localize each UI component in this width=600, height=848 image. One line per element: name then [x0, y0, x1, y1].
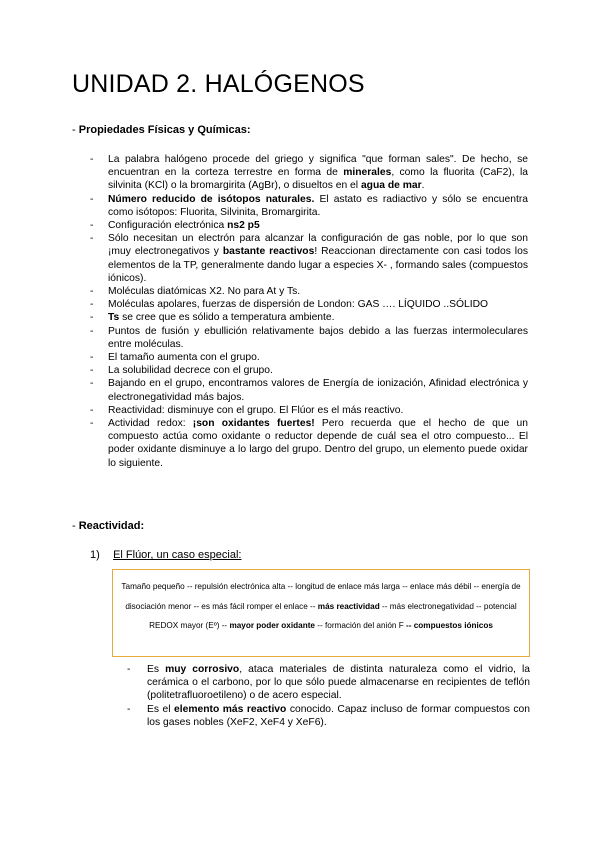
bold-text: ns2 p5 — [227, 220, 260, 232]
bold-text: ¡son oxidantes fuertes! — [192, 418, 315, 430]
text-run: Pero recuerda que el hecho de que un compuesto actúa como oxidante o reductor depende de cuál sea el otro compuesto... El poder oxidante disminuye a lo largo del grupo. Dentro del grupo, un elemento puede oxidar lo siguiente. — [108, 418, 528, 469]
page-title: UNIDAD 2. HALÓGENOS — [72, 70, 365, 98]
list-item — [90, 153, 528, 193]
list-item — [90, 377, 528, 403]
fluor-callout-box — [112, 569, 530, 657]
list-item — [90, 298, 528, 311]
text-run: Es el — [147, 703, 175, 715]
text-run: -- formación del anión F — [314, 621, 406, 630]
bullet-dash: - — [90, 154, 94, 165]
text-run: Reactividad: disminuye con el grupo. El Flúor es el más reactivo. — [108, 404, 404, 416]
text-run: conocido. Capaz incluso de formar compuestos con los gases nobles (XeF2, XeF4 y XeF6). — [147, 703, 530, 728]
bold-text: agua de mar — [360, 180, 422, 192]
bold-text: más reactividad — [317, 601, 380, 611]
bold-text: -- compuestos iónicos — [406, 621, 493, 630]
bullet-dash: - — [90, 286, 94, 298]
bullet-dash: - — [90, 365, 94, 377]
bold-text: Número reducido de isótopos naturales. — [108, 193, 315, 205]
list-item — [90, 232, 528, 285]
bold-text: muy corrosivo — [165, 664, 240, 675]
list-item — [90, 351, 528, 364]
bullet-dash: - — [90, 378, 94, 390]
text-run: -- más electronegatividad -- potencial REDOX mayor (Eº) -- — [149, 601, 517, 630]
list-item — [90, 325, 528, 351]
bullet-dash: - — [90, 193, 94, 205]
text-run: Actividad redox: — [108, 418, 193, 430]
bullet-dash: - — [90, 404, 94, 416]
bullet-dash: - — [90, 299, 94, 311]
list-item — [90, 404, 528, 417]
bullet-dash: - — [90, 352, 94, 364]
bullet-dash: - — [90, 418, 94, 430]
section-label: Propiedades Físicas y Químicas: — [78, 124, 251, 136]
list-item — [90, 193, 528, 219]
list-item — [90, 311, 528, 324]
text-run: , ataca materiales de distinta naturaleza como el vidrio, la cerámica o el carbono, por lo que sólo puede almacenarse en recipientes de teflón (politetrafluoroetileno) o de acero especial. — [147, 664, 530, 702]
section-heading-reactivity — [72, 520, 144, 532]
text-run: ! Reaccionan directamente con casi todos los elementos de la TP, generalmente dando lugar a especies X- , formando sales (compuestos iónicos). — [108, 246, 528, 284]
text-run: Puntos de fusión y ebullición relativamente bajos debido a las fuerzas intermoleculares entre moléculas. — [108, 325, 528, 350]
bold-text: minerales — [343, 167, 392, 179]
text-run: . — [421, 180, 425, 192]
text-run: Moléculas apolares, fuerzas de dispersión de London: GAS …. LÍQUIDO ..SÓLIDO — [108, 299, 489, 311]
bullet-dash: - — [127, 664, 131, 675]
section-heading-properties — [72, 124, 251, 136]
text-run: El astato es radiactivo y sólo se encuentra como isótopos: Fluorita, Silvinita, Bromargirita. — [108, 193, 528, 218]
text-run: se cree que es sólido a temperatura ambiente. — [119, 312, 335, 324]
list-item — [127, 663, 530, 703]
section-dash: - — [72, 124, 76, 136]
list-item — [90, 364, 528, 377]
list-item — [90, 285, 528, 298]
section-dash: - — [72, 520, 76, 532]
section-label: Reactividad: — [78, 520, 145, 532]
text-run: Bajando en el grupo, encontramos valores de Energía de ionización, Afinidad electrónica y electronegatividad más bajos. — [108, 378, 528, 403]
subsection-fluor — [90, 549, 241, 561]
text-run: Configuración electrónica — [108, 220, 228, 232]
text-run: La solubilidad decrece con el grupo. — [108, 365, 273, 377]
list-item — [90, 417, 528, 470]
subsection-number: 1) — [90, 549, 100, 561]
list-item — [90, 219, 528, 232]
bold-text: Ts — [108, 312, 120, 324]
text-run: Moléculas diatómicas X2. No para At y Ts. — [108, 286, 301, 298]
text-run: Sólo necesitan un electrón para alcanzar la configuración de gas noble, por lo que son ¡muy electronegativos y — [108, 233, 528, 258]
text-run: , como la fluorita (CaF2), la silvinita (KCl) o la bromargirita (AgBr), o disueltos en el — [108, 167, 528, 192]
list-item — [127, 703, 530, 729]
subsection-label: El Flúor, un caso especial: — [113, 549, 242, 561]
bullet-dash: - — [90, 220, 94, 232]
text-run: Tamaño pequeño -- repulsión electrónica alta -- longitud de enlace más larga -- enlace más débil -- energía de disociación menor -- es más fácil romper el enlace -- — [121, 582, 521, 611]
bullet-dash: - — [127, 703, 131, 715]
bullet-dash: - — [90, 325, 94, 337]
bold-text: bastante reactivos — [222, 246, 315, 258]
text-run: La palabra halógeno procede del griego y significa "que forman sales". De hecho, se encuentran en la corteza terrestre en forma de — [108, 154, 528, 179]
bullet-dash: - — [90, 233, 94, 245]
bold-text: mayor poder oxidante — [229, 621, 315, 630]
bold-text: elemento más reactivo — [174, 703, 287, 715]
text-run: Es — [147, 664, 166, 675]
fluor-list — [127, 663, 530, 729]
properties-list — [90, 153, 528, 470]
bullet-dash: - — [90, 312, 94, 324]
text-run: El tamaño aumenta con el grupo. — [108, 352, 260, 364]
